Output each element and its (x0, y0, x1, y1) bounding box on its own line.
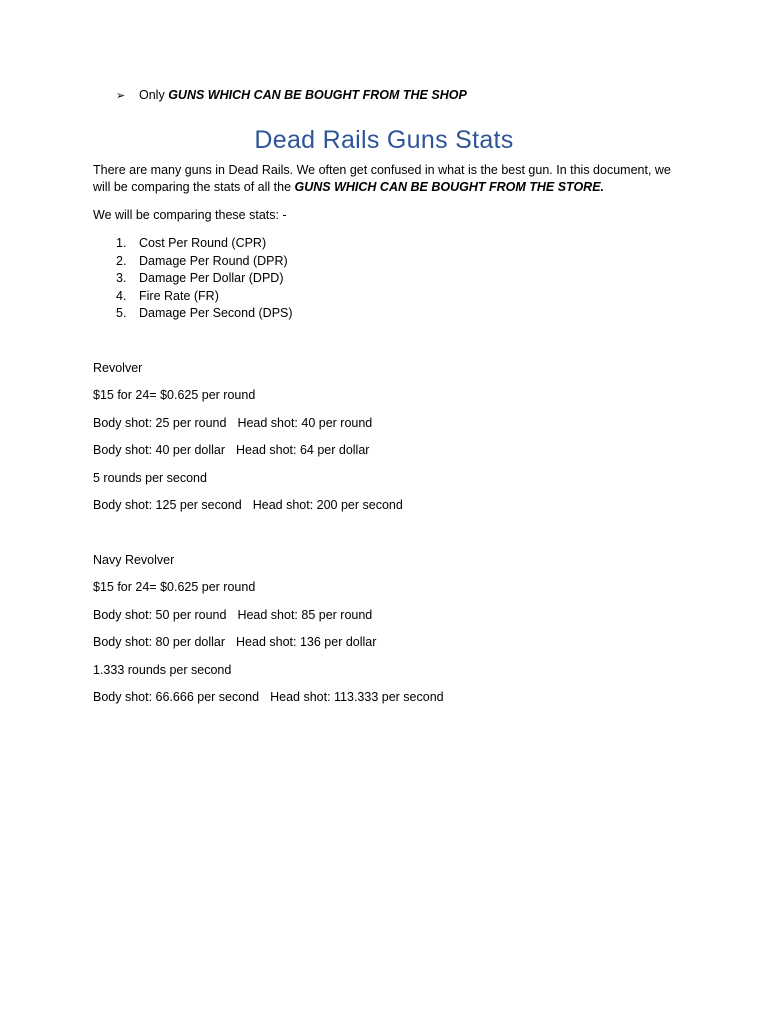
body-shot-value: Body shot: 40 per dollar (93, 443, 226, 458)
list-item (93, 305, 293, 323)
list-item (93, 270, 293, 288)
intro-text: There are many guns in Dead Rails. We often get confused in what is the best gun. In this document, we will be comparing the stats of all the (93, 163, 671, 194)
list-number: 1. (116, 236, 127, 250)
gun-fire-rate: 5 rounds per second (93, 470, 207, 485)
compare-heading: We will be comparing these stats: - (93, 208, 287, 222)
stats-list (93, 235, 293, 323)
list-label: Fire Rate (FR) (139, 288, 219, 303)
head-shot-value: Head shot: 40 per round (237, 415, 373, 430)
head-shot-value: Head shot: 200 per second (252, 497, 403, 512)
gun-name: Navy Revolver (93, 553, 175, 567)
list-label: Damage Per Dollar (DPD) (139, 271, 284, 285)
list-number: 3. (116, 271, 127, 285)
body-shot-value: Body shot: 66.666 per second (93, 689, 260, 704)
gun-damage-per-dollar (93, 634, 444, 661)
head-shot-value: Head shot: 64 per dollar (236, 443, 370, 458)
gun-damage-per-round (93, 415, 403, 442)
gun-damage-per-dollar (93, 442, 403, 469)
list-label: Damage Per Round (DPR) (139, 253, 288, 268)
gun-fire-rate: 1.333 rounds per second (93, 662, 232, 677)
arrow-bullet-icon: ➢ (116, 89, 126, 102)
head-shot-value: Head shot: 136 per dollar (236, 635, 377, 650)
head-shot-value: Head shot: 85 per round (237, 607, 373, 622)
gun-name: Revolver (93, 361, 143, 375)
gun-section-revolver (93, 360, 403, 524)
gun-cost: $15 for 24= $0.625 per round (93, 580, 256, 595)
list-number: 5. (116, 306, 127, 320)
list-item (93, 235, 293, 253)
list-item (93, 288, 293, 306)
body-shot-value: Body shot: 125 per second (93, 497, 242, 512)
shop-note-prefix: Only (139, 88, 165, 102)
list-number: 2. (116, 253, 127, 268)
head-shot-value: Head shot: 113.333 per second (270, 689, 444, 704)
list-number: 4. (116, 288, 127, 303)
body-shot-value: Body shot: 80 per dollar (93, 635, 226, 650)
gun-damage-per-second (93, 497, 403, 524)
gun-damage-per-round (93, 607, 444, 634)
gun-section-navy-revolver (93, 552, 444, 716)
shop-note-emphasis: GUNS WHICH CAN BE BOUGHT FROM THE SHOP (168, 88, 467, 102)
list-label: Cost Per Round (CPR) (139, 236, 267, 250)
body-shot-value: Body shot: 50 per round (93, 607, 227, 622)
list-item (93, 253, 293, 271)
gun-cost: $15 for 24= $0.625 per round (93, 388, 256, 403)
intro-emphasis: GUNS WHICH CAN BE BOUGHT FROM THE STORE. (294, 180, 605, 194)
shop-note-bullet (116, 87, 467, 104)
gun-damage-per-second (93, 689, 444, 716)
body-shot-value: Body shot: 25 per round (93, 415, 227, 430)
list-label: Damage Per Second (DPS) (139, 306, 293, 320)
intro-paragraph (93, 162, 683, 196)
page-title: Dead Rails Guns Stats (254, 126, 514, 154)
